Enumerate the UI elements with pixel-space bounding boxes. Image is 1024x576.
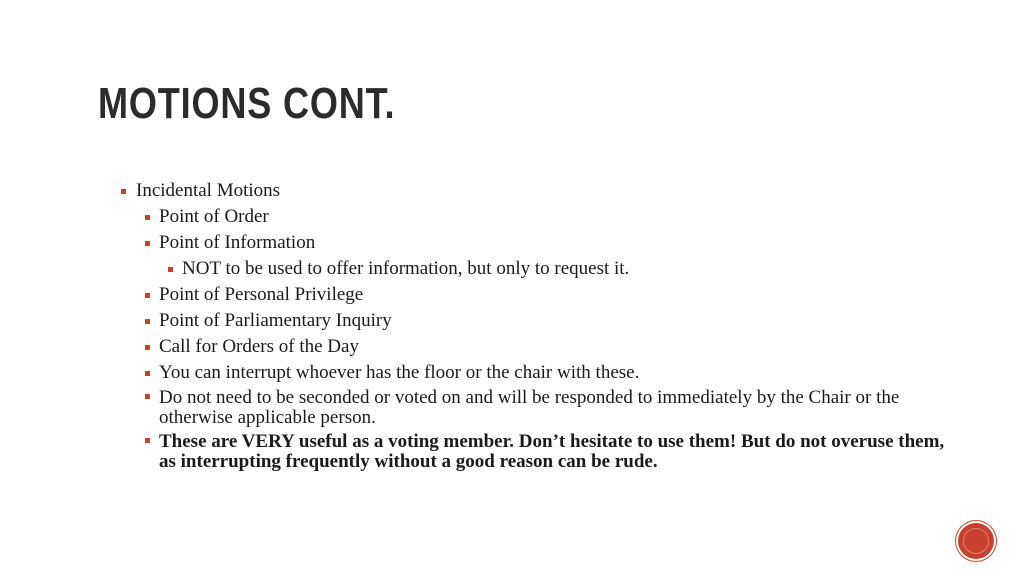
list-item <box>118 308 948 334</box>
list-item-text: Point of Information <box>159 232 316 253</box>
square-bullet-icon <box>145 394 150 399</box>
list-item-text: Point of Order <box>159 206 269 227</box>
list-item <box>118 178 948 204</box>
slide-number-badge-icon <box>958 523 994 559</box>
square-bullet-icon <box>145 293 150 298</box>
square-bullet-icon <box>145 371 150 376</box>
list-item-text: Do not need to be seconded or voted on and will be responded to immediately by the Chair or the otherwise applicable person. <box>159 387 900 428</box>
square-bullet-icon <box>168 267 173 272</box>
list-item-text: NOT to be used to offer information, but only to request it. <box>182 258 630 279</box>
list-item <box>118 386 948 430</box>
slide-title: MOTIONS CONT. <box>98 79 396 128</box>
slide-content <box>118 178 948 474</box>
square-bullet-icon <box>145 241 150 246</box>
square-bullet-icon <box>145 319 150 324</box>
list-item-text: Point of Personal Privilege <box>159 284 364 305</box>
square-bullet-icon <box>145 345 150 350</box>
list-item <box>118 230 948 256</box>
badge-ring <box>963 528 989 554</box>
list-item <box>118 282 948 308</box>
list-item <box>118 204 948 230</box>
list-item-text: Call for Orders of the Day <box>159 336 359 357</box>
square-bullet-icon <box>145 438 150 443</box>
list-item-text: Point of Parliamentary Inquiry <box>159 310 392 331</box>
list-item-text: You can interrupt whoever has the floor or the chair with these. <box>159 362 640 383</box>
list-item <box>118 360 948 386</box>
bullet-list <box>118 178 948 474</box>
square-bullet-icon <box>121 189 126 194</box>
list-item <box>118 430 948 474</box>
list-item <box>118 334 948 360</box>
list-item-text: Incidental Motions <box>136 180 281 201</box>
list-item <box>118 256 948 282</box>
list-item-text: These are VERY useful as a voting member. Don’t hesitate to use them! But do not overuse them, as interrupting frequently without a good reason can be rude. <box>159 431 945 472</box>
square-bullet-icon <box>145 215 150 220</box>
